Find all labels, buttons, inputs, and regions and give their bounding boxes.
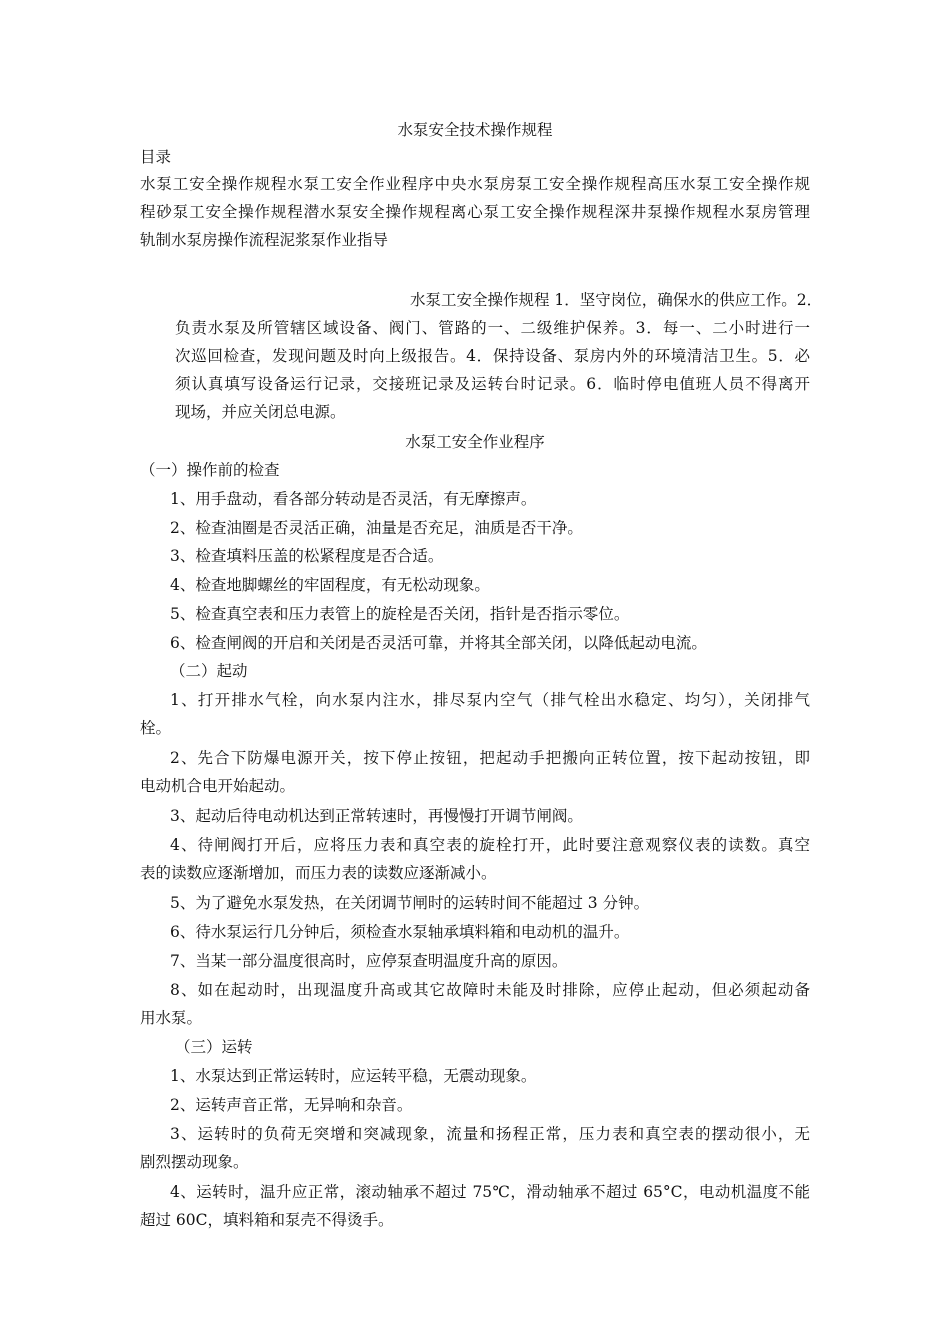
doc-title: 水泵安全技术操作规程 bbox=[397, 121, 553, 139]
section-para-line: 负责水泵及所管辖区域设备、阀门、管路的一、二级维护保养。3．每一、二小时进行一 bbox=[175, 319, 810, 337]
part-heading: （三）运转 bbox=[175, 1038, 253, 1056]
list-item: 2、先合下防爆电源开关，按下停止按钮，把起动手把搬向正转位置，按下起动按钮，即 bbox=[170, 749, 810, 767]
section-para-line: 水泵工安全操作规程 1．坚守岗位，确保水的供应工作。2． bbox=[410, 291, 823, 309]
toc-heading: 目录 bbox=[140, 148, 172, 166]
list-item: 3、起动后待电动机达到正常转速时，再慢慢打开调节闸阀。 bbox=[170, 807, 583, 825]
toc-line: 程砂泵工安全操作规程潜水泵安全操作规程离心泵工安全操作规程深井泵操作规程水泵房管理 bbox=[140, 203, 810, 221]
list-item: 表的读数应逐渐增加，而压力表的读数应逐渐减小。 bbox=[140, 864, 497, 882]
list-item: 用水泵。 bbox=[140, 1009, 203, 1027]
list-item: 4、待闸阀打开后，应将压力表和真空表的旋栓打开，此时要注意观察仪表的读数。真空 bbox=[170, 836, 810, 854]
list-item: 2、检查油圈是否灵活正确，油量是否充足，油质是否干净。 bbox=[170, 519, 583, 537]
list-item: 栓。 bbox=[140, 719, 172, 737]
list-item: 5、检查真空表和压力表管上的旋栓是否关闭，指针是否指示零位。 bbox=[170, 605, 630, 623]
toc-line: 轨制水泵房操作流程泥浆泵作业指导 bbox=[140, 231, 389, 249]
list-item: 3、检查填料压盖的松紧程度是否合适。 bbox=[170, 547, 444, 565]
section-title: 水泵工安全作业程序 bbox=[405, 433, 545, 451]
list-item: 8、如在起动时，出现温度升高或其它故障时未能及时排除，应停止起动，但必须起动备 bbox=[170, 981, 810, 999]
list-item: 6、待水泵运行几分钟后，须检查水泵轴承填料箱和电动机的温升。 bbox=[170, 923, 630, 941]
list-item: 3、运转时的负荷无突增和突减现象，流量和扬程正常，压力表和真空表的摆动很小，无 bbox=[170, 1125, 810, 1143]
part-heading: （一）操作前的检查 bbox=[140, 461, 280, 479]
list-item: 4、运转时，温升应正常，滚动轴承不超过 75℃，滑动轴承不超过 65°C，电动机温度不能 bbox=[170, 1183, 810, 1201]
list-item: 6、检查闸阀的开启和关闭是否灵活可靠，并将其全部关闭，以降低起动电流。 bbox=[170, 634, 707, 652]
part-heading: （二）起动 bbox=[170, 662, 248, 680]
list-item: 5、为了避免水泵发热，在关闭调节闸时的运转时间不能超过 3 分钟。 bbox=[170, 894, 650, 912]
section-para-line: 须认真填写设备运行记录，交接班记录及运转台时记录。6．临时停电值班人员不得离开 bbox=[175, 375, 810, 393]
list-item: 1、水泵达到正常运转时，应运转平稳，无震动现象。 bbox=[170, 1067, 537, 1085]
section-para-line: 次巡回检查，发现问题及时向上级报告。4．保持设备、泵房内外的环境清洁卫生。5．必 bbox=[175, 347, 810, 365]
list-item: 4、检查地脚螺丝的牢固程度，有无松动现象。 bbox=[170, 576, 490, 594]
list-item: 剧烈摆动现象。 bbox=[140, 1153, 249, 1171]
list-item: 7、当某一部分温度很高时，应停泵查明温度升高的原因。 bbox=[170, 952, 568, 970]
list-item: 电动机合电开始起动。 bbox=[140, 777, 296, 795]
list-item: 2、运转声音正常，无异响和杂音。 bbox=[170, 1096, 413, 1114]
list-item: 超过 60C，填料箱和泵壳不得烫手。 bbox=[140, 1211, 394, 1229]
list-item: 1、打开排水气栓，向水泵内注水，排尽泵内空气（排气栓出水稳定、均匀），关闭排气 bbox=[170, 691, 810, 709]
list-item: 1、用手盘动，看各部分转动是否灵活，有无摩擦声。 bbox=[170, 490, 537, 508]
section-para-line: 现场，并应关闭总电源。 bbox=[175, 403, 346, 421]
toc-line: 水泵工安全操作规程水泵工安全作业程序中央水泵房泵工安全操作规程高压水泵工安全操作规 bbox=[140, 175, 810, 193]
